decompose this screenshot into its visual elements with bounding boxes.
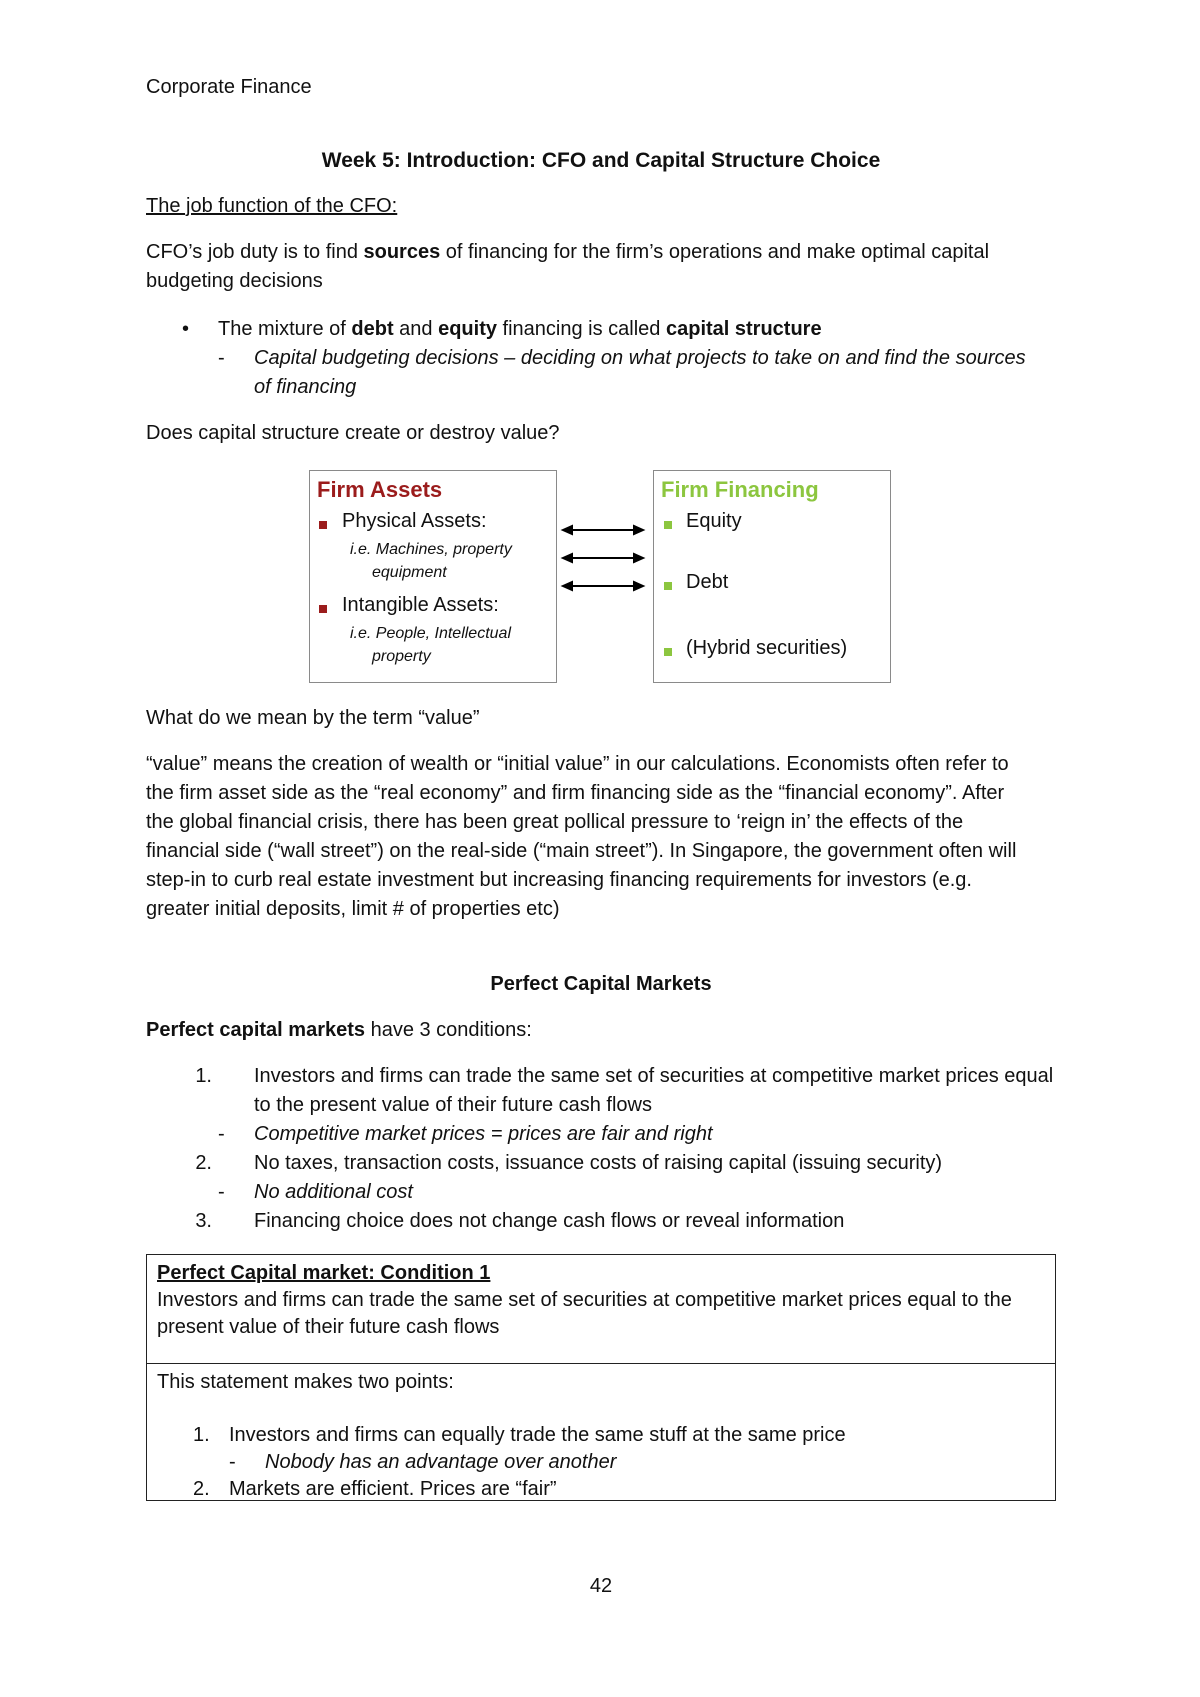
job-heading: The job function of the CFO: (146, 195, 398, 217)
page-number: 42 (589, 1575, 613, 1597)
table-row: Perfect Capital market: Condition 1 Investors and firms can trade the same set of securities at competitive market prices equal to the present value of their future cash flows (147, 1255, 1055, 1364)
firm-financing-box: Firm Financing Equity Debt (Hybrid securities) (653, 470, 891, 683)
red-square-bullet-icon (319, 521, 327, 529)
table-heading: Perfect Capital market: Condition 1 (157, 1262, 491, 1284)
value-line-6: greater initial deposits, limit # of properties etc) (146, 898, 560, 920)
question-value: What do we mean by the term “value” (146, 707, 480, 729)
section-title: Week 5: Introduction: CFO and Capital Structure Choice (321, 149, 881, 172)
question-capital-structure: Does capital structure create or destroy value? (146, 422, 560, 444)
table-row: This statement makes two points: 1. Investors and firms can equally trade the same stuff at the same price - Nobody has an advantage over another 2. Markets are efficient. Prices are “fair” (157, 1371, 846, 1500)
value-line-4: financial side (“wall street”) on the real-side (“main street”). In Singapore, the government often will (146, 840, 1017, 862)
cfo-paragraph-line2: budgeting decisions (146, 270, 323, 292)
red-square-bullet-icon (319, 605, 327, 613)
firm-financing-title: Firm Financing (661, 477, 819, 502)
value-line-1: “value” means the creation of wealth or “initial value” in our calculations. Economists often refer to (146, 753, 1009, 775)
assets-financing-diagram (309, 470, 899, 685)
value-line-5: step-in to curb real estate investment but increasing financing requirements for investors (e.g. (146, 869, 972, 891)
green-square-bullet-icon (664, 648, 672, 656)
running-header: Corporate Finance (146, 76, 312, 98)
value-line-3: the global financial crisis, there has been great pollical pressure to ‘reign in’ the effects of the (146, 811, 964, 833)
bullet-dot-icon: • (182, 318, 190, 340)
green-square-bullet-icon (664, 582, 672, 590)
value-line-2: the firm asset side as the “real economy” and firm financing side as the “financial economy”. After (146, 782, 1005, 804)
condition-1-table (146, 1254, 1056, 1501)
pcm-heading: Perfect Capital Markets (490, 973, 712, 995)
double-arrows-icon (559, 520, 649, 600)
firm-assets-box: Firm Assets Physical Assets: i.e. Machines, property equipment Intangible Assets: i.e. People, Intellectual property (309, 470, 557, 683)
cfo-paragraph: CFO’s job duty is to find sources of financing for the firm’s operations and make optimal capital (146, 241, 990, 263)
firm-assets-title: Firm Assets (317, 477, 443, 502)
green-square-bullet-icon (664, 521, 672, 529)
pcm-intro: Perfect capital markets have 3 conditions: (146, 1019, 532, 1041)
